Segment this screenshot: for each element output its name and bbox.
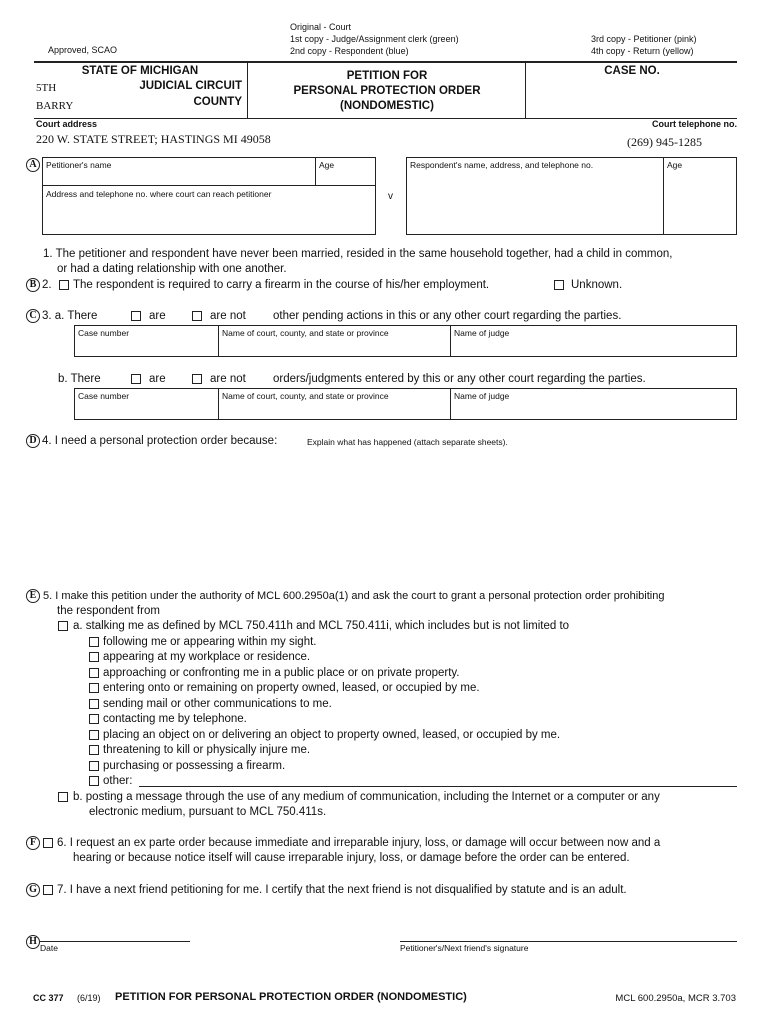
footer-title: PETITION FOR PERSONAL PROTECTION ORDER (NONDOMESTIC) [115,991,467,1003]
marker-f: F [26,836,40,850]
marker-e: E [26,589,40,603]
marker-a: A [26,158,40,172]
respondent-field[interactable] [406,157,664,235]
signature-label: Petitioner's/Next friend's signature [400,943,529,953]
option-other-line[interactable] [139,786,737,787]
item-2-unknown: Unknown. [571,279,623,291]
header-divider-1 [247,62,248,118]
item-3a-judge-label: Name of judge [454,328,510,338]
item-3a-are-not: are not [210,310,246,322]
copy-distribution-right [591,33,697,57]
option-mail-checkbox[interactable] [89,699,99,709]
item-4-text: 4. I need a personal protection order because: [42,435,278,447]
item-6-line-2: hearing or because notice itself will cause irreparable injury, loss, or damage before the order can be entered. [73,852,630,864]
item-6-checkbox[interactable] [43,838,53,848]
item-3b-are-not-checkbox[interactable] [192,374,202,384]
copy-distribution-left [290,21,459,57]
option-other: other: [103,775,133,787]
form-title-line-2: PERSONAL PROTECTION ORDER [293,85,481,97]
item-4-hint: Explain what has happened (attach separate sheets). [307,437,508,447]
item-3b-case-number-label: Case number [78,391,130,401]
item-5b-line-1: b. posting a message through the use of any medium of communication, including the Internet or a computer or any [73,791,660,803]
case-no-label: CASE NO. [604,65,660,77]
date-label: Date [40,943,58,953]
item-3b-number: b. There [58,373,101,385]
item-3a-tail: other pending actions in this or any other court regarding the parties. [273,310,622,322]
petitioner-age-field[interactable] [315,157,376,186]
item-7-text: 7. I have a next friend petitioning for me. I certify that the next friend is not disqualified by statute and is an adult. [57,884,627,896]
court-address[interactable]: 220 W. STATE STREET; HASTINGS MI 49058 [36,132,271,146]
item-7-checkbox[interactable] [43,885,53,895]
petitioner-address-field[interactable] [42,185,376,235]
judicial-circuit-label: JUDICIAL CIRCUIT [139,80,242,92]
date-line[interactable] [40,941,190,942]
header-top-rule [34,61,737,63]
copy-fourth: 4th copy - Return (yellow) [591,46,694,56]
option-threatening: threatening to kill or physically injure me. [103,744,311,756]
state-of-michigan: STATE OF MICHIGAN [81,65,199,77]
form-title-line-3: (NONDOMESTIC) [340,100,434,112]
petitioner-name-field[interactable] [42,157,316,186]
option-approaching: approaching or confronting me in a public place or on private property. [103,667,460,679]
item-3a-are: are [149,310,166,322]
option-workplace-checkbox[interactable] [89,652,99,662]
respondent-label: Respondent's name, address, and telephone no. [410,160,594,170]
item-3b-court-name-label: Name of court, county, and state or province [222,391,389,401]
header-divider-2 [525,62,526,118]
form-revision: (6/19) [77,993,101,1003]
option-following: following me or appearing within my sight. [103,636,317,648]
option-firearm-checkbox[interactable] [89,761,99,771]
item-3b-are-not: are not [210,373,246,385]
item-5-line-2: the respondent from [57,605,160,617]
option-firearm: purchasing or possessing a firearm. [103,760,286,772]
copy-first: 1st copy - Judge/Assignment clerk (green) [290,34,459,44]
petitioner-name-label: Petitioner's name [46,160,112,170]
court-phone[interactable]: (269) 945-1285 [627,135,702,149]
court-address-label: Court address [36,119,98,129]
item-3a-case-number-label: Case number [78,328,130,338]
marker-b: B [26,278,40,292]
marker-d: D [26,434,40,448]
option-workplace: appearing at my workplace or residence. [103,651,311,663]
option-object: placing an object on or delivering an object to property owned, leased, or occupied by me. [103,729,561,741]
option-other-checkbox[interactable] [89,776,99,786]
option-threatening-checkbox[interactable] [89,745,99,755]
option-approaching-checkbox[interactable] [89,668,99,678]
signature-line[interactable] [400,941,737,942]
approved-label: Approved, SCAO [48,45,118,55]
option-object-checkbox[interactable] [89,730,99,740]
item-2-unknown-checkbox[interactable] [554,280,564,290]
option-entering: entering onto or remaining on property owned, leased, or occupied by me. [103,682,480,694]
item-3b-court-name-field[interactable] [218,388,451,420]
marker-c: C [26,309,40,323]
circuit-number[interactable]: 5TH [36,82,57,94]
item-2-number: 2. [42,279,52,291]
item-3b-are-checkbox[interactable] [131,374,141,384]
item-5b-checkbox[interactable] [58,792,68,802]
item-5-line-1: 5. I make this petition under the authority of MCL 600.2950a(1) and ask the court to grant a personal protection order prohibiting [43,590,665,602]
footer-statute: MCL 600.2950a, MCR 3.703 [615,993,736,1004]
option-telephone: contacting me by telephone. [103,713,247,725]
county-name[interactable]: BARRY [36,100,74,112]
item-3a-number: 3. a. There [42,310,98,322]
option-following-checkbox[interactable] [89,637,99,647]
copy-third: 3rd copy - Petitioner (pink) [591,34,697,44]
item-3a-court-name-label: Name of court, county, and state or province [222,328,389,338]
respondent-age-label: Age [667,160,683,170]
item-3b-judge-label: Name of judge [454,391,510,401]
court-phone-label: Court telephone no. [652,119,737,129]
marker-g: G [26,883,40,897]
county-label: COUNTY [193,96,242,108]
option-mail: sending mail or other communications to me. [103,698,332,710]
item-1-line-1: 1. The petitioner and respondent have never been married, resided in the same household together, had a child in common, [43,248,673,260]
item-3a-case-number-field[interactable] [74,325,219,357]
form-code: CC 377 [33,993,64,1003]
petitioner-age-label: Age [319,160,335,170]
item-3a-are-checkbox[interactable] [131,311,141,321]
item-2-checkbox[interactable] [59,280,69,290]
item-3a-judge-field[interactable] [450,325,737,357]
item-5a-checkbox[interactable] [58,621,68,631]
item-2-text: The respondent is required to carry a firearm in the course of his/her employment. [73,279,490,291]
copy-second: 2nd copy - Respondent (blue) [290,46,409,56]
item-3b-case-number-field[interactable] [74,388,219,420]
marker-h: H [26,935,40,949]
option-telephone-checkbox[interactable] [89,714,99,724]
option-entering-checkbox[interactable] [89,683,99,693]
item-5a-text: a. stalking me as defined by MCL 750.411h and MCL 750.411i, which includes but is not limited to [73,620,570,632]
item-4-explanation-area[interactable] [42,452,737,580]
petitioner-address-label: Address and telephone no. where court can reach petitioner [46,189,272,199]
item-6-line-1: 6. I request an ex parte order because immediate and irreparable injury, loss, or damage will occur between now and a [57,837,661,849]
form-title-line-1: PETITION FOR [346,70,428,82]
respondent-age-field[interactable] [663,157,737,235]
item-3a-are-not-checkbox[interactable] [192,311,202,321]
item-3b-tail: orders/judgments entered by this or any other court regarding the parties. [273,373,646,385]
item-3b-judge-field[interactable] [450,388,737,420]
item-1-line-2: or had a dating relationship with one another. [57,263,287,275]
versus-label: v [388,191,393,202]
item-3b-are: are [149,373,166,385]
item-3a-court-name-field[interactable] [218,325,451,357]
copy-original: Original - Court [290,22,352,32]
item-5b-line-2: electronic medium, pursuant to MCL 750.411s. [89,806,327,818]
form-title [250,69,524,114]
